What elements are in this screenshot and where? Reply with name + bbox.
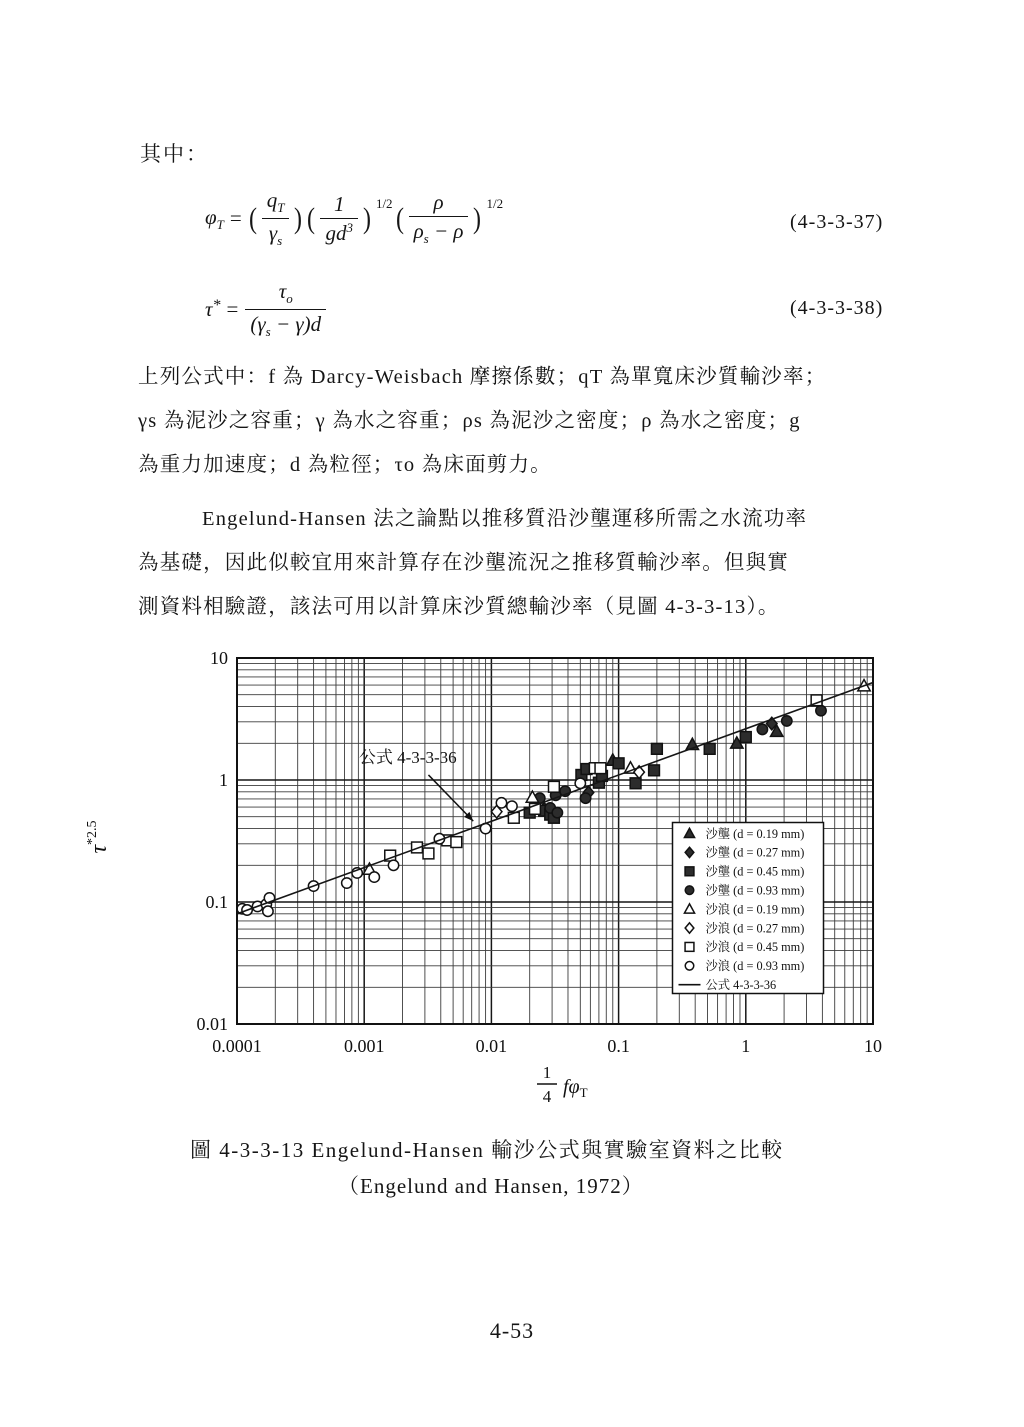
text-line: Engelund-Hansen 法之論點以推移質沿沙壟運移所需之水流功率 bbox=[202, 508, 808, 530]
text-line: 為基礎，因此似較宜用來計算存在沙壟流況之推移質輸沙率。但與實 bbox=[138, 552, 789, 574]
y-axis-title: τ*2.5 bbox=[85, 820, 112, 854]
eq1-fraction-3: $\frac{\rho}{\rho_s - \rho}$ bbox=[409, 190, 469, 247]
svg-text:沙浪 (d = 0.45 mm): 沙浪 (d = 0.45 mm) bbox=[705, 940, 805, 955]
paragraph-variable-definitions bbox=[138, 355, 936, 487]
svg-text:10: 10 bbox=[210, 648, 228, 668]
svg-text:1: 1 bbox=[219, 770, 228, 790]
x-axis-tick-labels bbox=[212, 1036, 882, 1056]
x-axis-title bbox=[537, 1063, 588, 1106]
equation-number-4-3-3-37: (4-3-3-37) bbox=[790, 211, 884, 233]
svg-text:0.1: 0.1 bbox=[205, 892, 228, 912]
svg-text:10: 10 bbox=[864, 1036, 882, 1056]
equals-sign: = bbox=[229, 206, 242, 231]
text-line: 測資料相驗證，該法可用以計算床沙質總輸沙率（見圖 4-3-3-13）。 bbox=[138, 596, 780, 618]
text-line: 上列公式中：f 為 Darcy-Weisbach 摩擦係數；qT 為單寬床沙質輸沙率； bbox=[138, 366, 827, 388]
chart-annotation bbox=[359, 748, 473, 821]
svg-text:0.001: 0.001 bbox=[343, 1036, 385, 1056]
eq1-lhs: $\varphi_T$ bbox=[205, 204, 224, 232]
chart-legend bbox=[673, 823, 824, 994]
svg-text:0.0001: 0.0001 bbox=[212, 1036, 262, 1056]
equals-sign: = bbox=[226, 297, 239, 322]
where-label: 其中： bbox=[140, 142, 209, 166]
paren: ) bbox=[473, 201, 482, 235]
svg-text:0.1: 0.1 bbox=[607, 1036, 630, 1056]
equation-4-3-3-37 bbox=[205, 188, 502, 249]
paren: ( bbox=[248, 201, 257, 235]
svg-text:1: 1 bbox=[741, 1036, 751, 1056]
svg-text:0.01: 0.01 bbox=[196, 1014, 228, 1034]
paren: ) bbox=[362, 201, 371, 235]
figure-caption-line2: （Engelund and Hansen, 1972） bbox=[338, 1174, 644, 1198]
y-axis-tick-labels bbox=[197, 648, 229, 1034]
paren: ( bbox=[395, 201, 404, 235]
svg-text:1: 1 bbox=[542, 1063, 552, 1082]
eq2-lhs: τ* bbox=[205, 297, 221, 322]
svg-text:沙浪 (d = 0.93 mm): 沙浪 (d = 0.93 mm) bbox=[705, 959, 805, 974]
svg-text:沙壟 (d = 0.93 mm): 沙壟 (d = 0.93 mm) bbox=[705, 883, 805, 898]
equation-4-3-3-38 bbox=[205, 279, 327, 340]
text-line: 為重力加速度；d 為粒徑；τo 為床面剪力。 bbox=[138, 454, 552, 476]
eq1-fraction-1: $\frac{q_T}{\gamma_s}$ bbox=[262, 188, 290, 249]
svg-text:沙浪 (d = 0.19 mm): 沙浪 (d = 0.19 mm) bbox=[705, 902, 805, 917]
paren: ) bbox=[294, 201, 303, 235]
eq2-fraction: $\frac{\tau_o}{(\gamma_s - \gamma)d}$ bbox=[245, 279, 326, 340]
series-3 bbox=[535, 705, 827, 817]
figure-chart bbox=[0, 630, 1024, 1130]
svg-text:fφT: $f\varphi_T$ bbox=[563, 1076, 588, 1100]
eq1-fraction-2: $\frac{1}{gd^3}$ bbox=[320, 192, 358, 245]
svg-text:0.01: 0.01 bbox=[475, 1036, 508, 1056]
svg-text:沙浪 (d = 0.27 mm): 沙浪 (d = 0.27 mm) bbox=[705, 921, 805, 936]
svg-text:公式 4-3-3-36: 公式 4-3-3-36 bbox=[358, 747, 457, 767]
text-line: γs 為泥沙之容重；γ 為水之容重；ρs 為泥沙之密度；ρ 為水之密度；g bbox=[138, 410, 801, 432]
eq1-exponent-1: 1/2 bbox=[375, 195, 393, 211]
equation-number-4-3-3-38: (4-3-3-38) bbox=[790, 297, 884, 319]
paren: ( bbox=[307, 201, 316, 235]
figure-caption-line1: 圖 4-3-3-13 Engelund-Hansen 輸沙公式與實驗室資料之比較 bbox=[190, 1138, 784, 1162]
svg-text:4: 4 bbox=[542, 1087, 552, 1106]
paragraph-engelund-hansen bbox=[138, 497, 936, 629]
eq1-exponent-2: 1/2 bbox=[486, 195, 504, 211]
svg-text:沙壟 (d = 0.45 mm): 沙壟 (d = 0.45 mm) bbox=[705, 864, 805, 879]
svg-text:沙壟 (d = 0.27 mm): 沙壟 (d = 0.27 mm) bbox=[705, 845, 805, 860]
svg-text:公式 4-3-3-36: 公式 4-3-3-36 bbox=[705, 978, 777, 992]
svg-text:沙壟 (d = 0.19 mm): 沙壟 (d = 0.19 mm) bbox=[705, 826, 805, 841]
page-number: 4-53 bbox=[489, 1318, 535, 1343]
